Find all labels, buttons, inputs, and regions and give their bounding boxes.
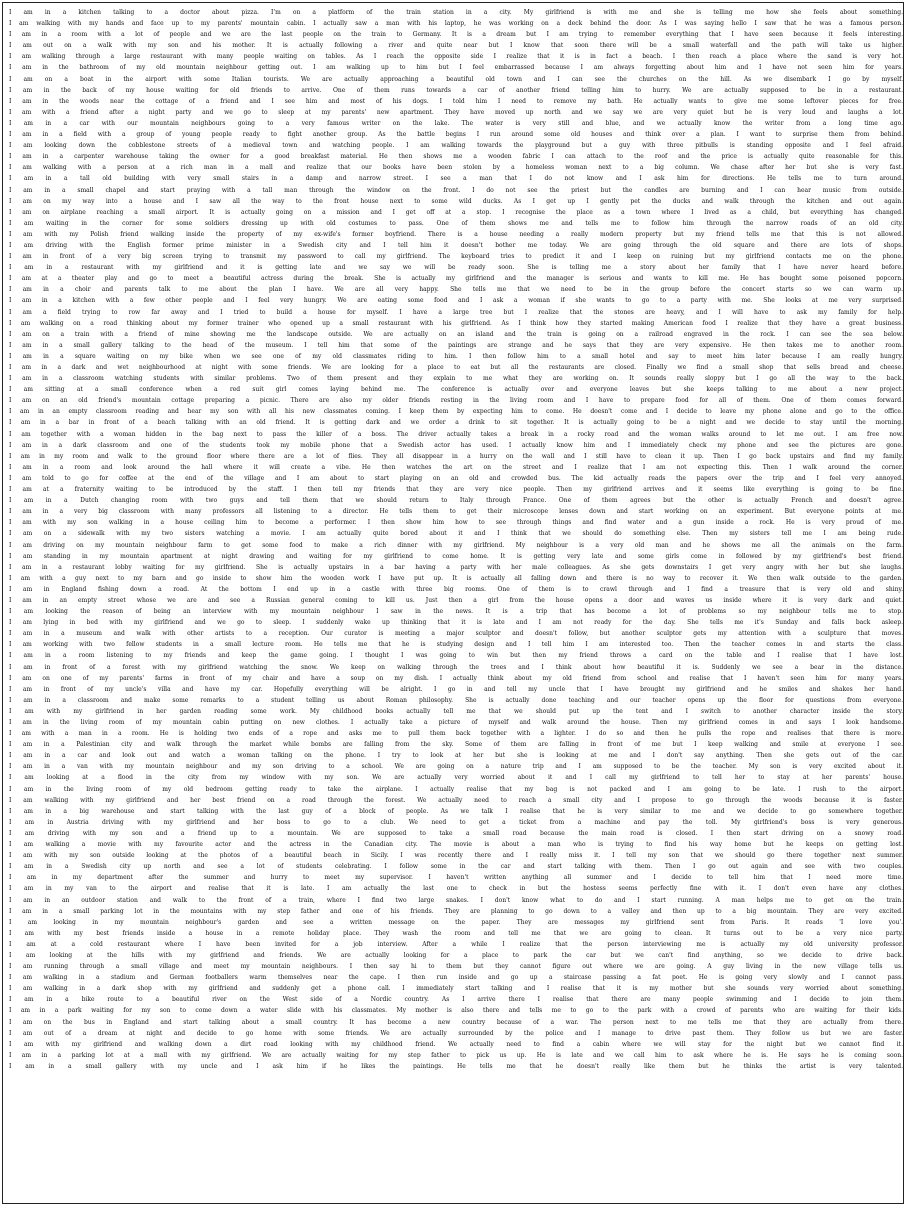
text-line: I am running through a small village and meet my mountain neighbours. I then say hi to them but they cannot figure out where we are going. A guy living in the new village tells us.	[9, 963, 903, 971]
text-line: I am working with two fellow students in a small lecture room. He tells me that he is studying design and I tell him I am interested too. Then the teacher comes in and starts the class.	[9, 641, 903, 649]
text-line: I am on a sidewalk with my two sisters watching a movie. I am actually quite bored about it and I think that we should do something else. Then my sisters tell me I am being rude.	[9, 530, 903, 538]
text-line: I am a field trying to row far away and I tried to build a house for myself. I have a large tree but I realize that the stones are heavy, and I will have to ask my family for help.	[9, 308, 903, 316]
text-line: I am in a van with my mountain neighbour and my son driving to a school. We are going on a nature trip and I am supposed to be the teacher. My son is very excited about it.	[9, 763, 903, 771]
text-line: I am with a friend after a night party and we go to sleep at my parents' new apartment. They have moved up north and we say we are very quiet but he is very loud and laughs a lot.	[9, 108, 903, 116]
text-line: I am in a restaurant lobby waiting for my girlfriend. She is actually upstairs in a bar having a party with her male colleagues. As she gets downstairs I get very angry with her but she laughs.	[9, 563, 903, 571]
text-line: I am in an outdoor station and walk to the front of a train, where I find two large snakes. I don't know what to do and I start running. A man helps me to get on the train.	[9, 896, 903, 904]
text-line: I am walking with a person at a rich man in a mall and realize that our books have been stolen by a homeless woman next to a big column. We chase after her but she is very fast.	[9, 164, 903, 172]
text-line: I am lying in bed with my girlfriend and we go to sleep. I suddenly wake up thinking that it is late and I am not ready for the day. She tells me it's Sunday and falls back asleep.	[9, 619, 903, 627]
text-line: I am on my way into a house and I saw all the way to the front house next to some wild ducks. As I get up I gently pet the ducks and walk through the kitchen and out again.	[9, 197, 903, 205]
text-line: I am looking at the hills with my girlfriend and friends. We are actually looking for a place to park the car but we can't find anything, so we decide to drive back.	[9, 951, 903, 959]
text-line: I am in the back of my house waiting for old friends to arrive. One of them runs towards a car of another friend telling him to hurry. We are actually supposed to be in a restaurant.	[9, 86, 903, 94]
text-line: I am waiting in the corner for some soldiers dressing up with old costumes to pass. One of them shows me and tells me to follow him through the narrow roads of an old city.	[9, 219, 903, 227]
text-line: I am with my son walking in a house ceiling him to become a performer. I then show him how to see through things and find water and a gun inside a rock. He is very proud of me.	[9, 519, 903, 527]
text-line: I am in a room and look around the hall where it will create a vibe. He then watches the art on the street and I realize that I am not expecting this. Then I walk around the corner.	[9, 463, 903, 471]
text-line: I am on a train with a friend of mine showing me the landscape outside. We are actually on an island and the train is going on a railroad engraved in the rock. I can see the sea below.	[9, 330, 903, 338]
text-line: I am in a dark classroom and one of the students took my mobile phone that a Swedish actor has used. I actually know him and I immediately check my phone and see the pictures are gone.	[9, 441, 903, 449]
text-line: I am in a dark and wet neighbourhood at night with some friends. We are looking for a place to eat but all the restaurants are closed. Finally we find a small shop that sells bread and cheese.	[9, 364, 903, 371]
text-line: I am in a very big classroom with many professors all listening to a director. He tells them to get their microscope lenses down and start working on an experiment. But everyone points at me.	[9, 508, 903, 516]
text-line: I am sitting at a small conference when a red suit girl comes laying behind me. The conference is actually over and everyone leaves but she keeps talking to me about a new project.	[9, 386, 903, 394]
text-line: I am in a carpenter warehouse taking the owner for a good breakfast material. He then shows me a wooden fabric I can attach to the roof and the price is actually quite reasonable for this.	[9, 153, 903, 161]
text-line: I am walking with my hands and face up to my parents' mountain cabin. I actually saw a man with his laptop, he was working on a deck behind the door. As I was saying hello I saw that he was a famous person.	[9, 20, 903, 28]
text-line: I am in my department after the summer and hurry to meet my supervisor. I haven't written anything all summer and I decide to tell him that I need more time.	[9, 874, 903, 882]
text-line: I am looking down the cobblestone streets of a medieval town and watching people. I am walking towards the playground but a guy with three pitbulls is standing opposite and I feel afraid.	[9, 142, 903, 150]
text-line: I am walking on a road thinking about my former trainer who opened up a small restaurant with his girlfriend. As I think how they started making American food I realize that they have a great business.	[9, 319, 903, 327]
text-line: I am with my girlfriend in her garden reading some work. My childhood books actually tell me that we should put up the tent and I switch to another character inside the story.	[9, 707, 903, 715]
text-line: I am with my girlfriend and walking down a dirt road looking with my childhood friend. We actually need to find a cabin where we will stay for the night but we cannot find it.	[9, 1040, 903, 1048]
text-line: I am on a boat in the airport with some Italian tourists. We are actually approaching a beautiful old town and I can see the churches on the hill. As we disembark I go by myself.	[9, 75, 903, 83]
text-line: I am out on a walk with my son and his mother. It is actually following a river and quite near but I know that soon there will be a small waterfall and the path will take us higher.	[9, 42, 903, 50]
text-line: I am at a theater play and go to meet a beautiful actress during the break. She is actually my girlfriend and the manager is serious and wants to kill me. He has bought some poisoned popcorn.	[9, 275, 903, 283]
text-line: I am in the living room of my mountain cabin putting on new clothes. I actually take a picture of myself and walk around the house. Then my girlfriend comes in and says I look handsome.	[9, 719, 903, 726]
text-line: I am with my son outside looking at the photos of a beautiful beach in Sicily. I was recently there and I really miss it. I tell my son that we should go there together next summer.	[9, 852, 903, 860]
text-line: I am looking in my mountain neighbour's garden and see a written message on the paper. They are messages my girlfriend sent from Paris. It reads 'I love you'.	[9, 918, 903, 926]
text-line: I am in a small gallery with my uncle and I ask him if he likes the paintings. He tells me that he doesn't really like them but he thinks the artist is very talented.	[9, 1062, 903, 1070]
text-line: I am standing in my mountain apartment at night drawing and waiting for my girlfriend to come home. It is getting very late and some girls come in followed by my girlfriend's best friend.	[9, 552, 903, 560]
text-line: I am in a parking lot at a mall with my girlfriend. We are actually waiting for my step father to pick us up. He is late and we call him to ask where he is. He says he is coming soon.	[9, 1051, 903, 1059]
text-line: I am in a Swedish city up north and see a lot of students celebrating. I follow some in the car and start talking with them. Then I go out again and see with two couples.	[9, 863, 903, 871]
text-line: I am in a small chapel and start praying with a tall man through the window on the front. I do not see the priest but the candles are burning and I can hear music from outside.	[9, 186, 903, 194]
text-line: I am in England fishing down a road. At the bottom I end up in a castle with three big rooms. One of them is to crawl through and I find a treasure that is very old and shiny.	[9, 585, 903, 593]
text-line: I am at a fraternity waiting to be introduced by the staff. I then tell my friends that they are very nice people. Then my girlfriend arrives and it seems like everything is going to be fine.	[9, 486, 903, 494]
text-line: I am in a Dutch changing room with two guys and tell them that we should return to Italy through France. One of them agrees but the other is actually French and doesn't agree.	[9, 497, 903, 505]
text-line: I am in a room listening to my friends and keep the game going. I thought I was going to win but then my friend throws a card on the table and I realise that I have lost.	[9, 652, 903, 660]
text-line: I am in a car and look out and watch a woman talking on the phone. I try to look at her but she is looking at me and I don't say anything. Then she gets out of the car.	[9, 752, 903, 760]
text-line: I am in my van to the airport and realise that it is late. I am actually the last one to check in but the hostess seems perfectly fine with it. I don't even have any clothes.	[9, 885, 903, 893]
text-line: I am in a choir and parents talk to me about the plan I have. We are all very happy. She tells me that we need to be in the group before the concert starts so we can warm up.	[9, 286, 903, 294]
text-line: I am out of a dream at night and decide to go home with some friends. We are actually surrounded by the police and I manage to drive past them. They follow us but we are faster.	[9, 1029, 903, 1037]
text-line: I am in the woods near the cottage of a friend and I see him and most of his dogs. I told him I need to remove my bath. He actually wants to give me some leftover pieces for free.	[9, 97, 903, 105]
text-line: I am in a square waiting on my bike when we see one of my old classmates riding to him. I then follow him to a small hotel and say to meet him later because I am really hungry.	[9, 352, 903, 360]
text-line: I am on airplane reaching a small airport. It is actually going on a mission and I get off at a stop. I recognise the place as a town where I lived as a child, but everything has changed.	[9, 208, 903, 216]
text-line: I am driving on my mountain neighbour farm to get some food to make a rich dinner with my girlfriend. My neighbour is a very old man and he shows me all the animals on the farm.	[9, 541, 903, 549]
page-frame	[2, 2, 904, 1204]
text-line: I am in a classroom and make some remarks to a student telling us about Roman philosophy. She is actually done teaching and our teacher opens up the floor for questions from everyone.	[9, 696, 903, 704]
text-line: I am in a big warehouse and start talking with the last guy of a block of people. As we talk I realise that he is very similar to me and we decide to go somewhere together.	[9, 807, 903, 815]
text-line: I am in front of a forest with my girlfriend watching the snow. We keep on walking through the trees and I think about how beautiful it is. Suddenly we see a bear in the distance.	[9, 663, 903, 671]
text-line: I am in the bathroom of my old mountain neighbour getting out. I am walking up to him but I feel embarrassed because I am always forgetting about him and I have not seen him for years.	[9, 64, 903, 72]
text-line: I am together with a woman hidden in the bag next to pass the killer of a boss. The driver actually takes a break in a rocky road and the woman walks around to let me out. I am free now.	[9, 430, 903, 438]
text-line: I am at a cold restaurant where I have been invited for a job interview. After a while I realize that the person interviewing me is actually my old university professor.	[9, 940, 903, 948]
document-text-column	[9, 7, 903, 1203]
text-line: I am with a guy next to my barn and go inside to show him the wooden work I have put up. It is actually all falling down and there is no way to recover it. We then walk outside to the garden.	[9, 574, 903, 582]
text-line: I am in the living room of my old bedroom getting ready to take the airplane. I actually realise that my bag is not packed and I am going to be late. I rush to the airport.	[9, 785, 903, 793]
text-line: I am told to go for coffee at the end of the village and I am about to start playing on an old and crowded bus. The kid actually reads the papers over the trip and I feel very annoyed.	[9, 474, 903, 482]
text-line: I am in a museum and walk with other artists to a reception. Our curator is meeting a major sculptor and doesn't follow, but another sculptor gets my attention with a sculpture that moves.	[9, 630, 903, 638]
text-line: I am in a small parking lot in the mountains with my step father and one of his friends. They are planning to go down to a valley and then up to a big mountain. They are very excited.	[9, 907, 903, 915]
text-line: I am in Austria driving with my girlfriend and her boss to go to a club. We need to get a ticket from a machine and pay the toll. My girlfriend's boss is very generous.	[9, 818, 903, 826]
text-line: I am walking in a stadium and German footballers warm themselves near the cape. I then run inside and go up a staircase passing a fat poet. He is going very slowly and I cannot pass.	[9, 974, 903, 982]
text-line: I am in front of a very big screen trying to transmit my password to call my girlfriend. The keyboard tries to predict it and I keep on ruining but my girlfriend contacts me on the phone.	[9, 253, 903, 261]
text-line: I am in a bar in front of a beach talking with an old friend. It is getting dark and we order a drink to sit together. It is actually going to be a night and we decide to stay until the morning.	[9, 419, 903, 427]
text-line: I am in a kitchen talking to a doctor about pizza. I'm on a platform of the train station in a city. My girlfriend is with me and she is telling me how she feels about something.	[9, 9, 903, 16]
text-line: I am driving with the English former prime minister in a Swedish city and I tell him it doesn't bother me today. We are going through the old square and there are lots of shops.	[9, 241, 903, 249]
text-line: I am with a man in a room. He is holding two ends of a rope and asks me to pull them back together with a lighter. I do so and then he pulls the rope and realises that there is more.	[9, 730, 903, 738]
text-line: I am with my Polish friend walking inside the property of my ex-wife's former boyfriend. There is a house needing a really modern property but my friend tells me that this is not allowed.	[9, 230, 903, 238]
text-line: I am driving with my son and a friend up to a mountain. We are supposed to take a small road because the main road is closed. I then start driving on a snowy road.	[9, 829, 903, 837]
text-line: I am in an empty street whose we are and see a Russian general coming to kill us. Just then a girl from the house opens a door and waves us inside where it is very dark and quiet.	[9, 596, 903, 604]
text-line: I am walking a movie with my favourite actor and the actress in the Canadian city. The movie is about a man who is trying to find his way home but he keeps on getting lost.	[9, 841, 903, 849]
text-line: I am on an old friend's mountain cottage preparing a picnic. There are also my older friends resting in the living room and I have to prepare food for all of them. One of them comes forward.	[9, 397, 903, 405]
text-line: I am in my room and walk to the ground floor where there are a lot of flies. They all disappear in a hurry on the wall and I still have to clean it up. Then I go back upstairs and find my family.	[9, 452, 903, 460]
text-line: I am looking at a flood in the city from my window with my son. We are actually very worried about it and I call my girlfriend to tell her to stay at her parents' house.	[9, 774, 903, 782]
text-line: I am in a room with a lot of people and we are the last people on the train to Germany. It is a dream but I am trying to remember everything that I have seen because it feels interesting.	[9, 31, 903, 39]
text-line: I am in a bike route to a beautiful river on the West side of a Nordic country. As I arrive there I realise that there are many people swimming and I decide to join them.	[9, 996, 903, 1004]
text-line: I am in front of my uncle's villa and have my car. Hopefully everything will be alright. I go in and tell my uncle that I have brought my girlfriend and he smiles and shakes her hand.	[9, 685, 903, 693]
text-line: I am in a park waiting for my son to come down a water slide with his classmates. My mother is also there and tells me to go to the park with a crowd of parents who are waiting for their kids.	[9, 1007, 903, 1015]
text-line: I am in a small gallery talking to the head of the museum. I tell him that some of the paintings are strange and he says that they are very expensive. He then takes me to another room.	[9, 341, 903, 349]
text-line: I am in an empty classroom reading and hear my son with all his new classmates coming. I keep them by expecting him to come. He doesn't come and I decide to leave my phone alone and go to the office.	[9, 408, 903, 416]
text-line: I am in a car with our mountain neighbours going to a very famous writer on the lake. The water is very still and blue, and we actually know the writer from a long time ago.	[9, 119, 903, 127]
text-line: I am on one of my parents' farms in front of my chair and have a soup on my dish. I actually think about my old friend from school and realise that I haven't seen him for many years.	[9, 674, 903, 682]
text-line: I am walking with my girlfriend and her best friend on a road through the forest. We actually need to reach a small city and I propose to go through the woods because it is faster.	[9, 796, 903, 804]
text-line: I am in a field with a group of young people ready to fight another group. As the battle begins I run around some old houses and think over a plan. I want to surprise them from behind.	[9, 131, 903, 139]
text-line: I am with my best friends inside a house in a remote holiday place. They wash the room and tell me that we are going to clean. It turns out to be a very nice party.	[9, 929, 903, 937]
text-line: I am in a classroom watching students with similar problems. Two of them present and they explain to me what they are working on. It sounds really sloppy but I go all the way to the back.	[9, 375, 903, 383]
text-line: I am in a tall old building with very small stairs in a damp and narrow street. I see a man that I do not know and I ask him for directions. He tells me to turn around.	[9, 175, 903, 183]
text-line: I am looking the reason of being an interview with my mountain neighbour I saw in the news. It is a trip that has become a lot of problems so my neighbour tells me to stop.	[9, 608, 903, 616]
text-line: I am on the bus in England and start talking about a small country. It has become a new country because of a war. The person next to me tells me that they are actually from there.	[9, 1018, 903, 1026]
text-line: I am in a Palestinian city and walk through the market while bombs are falling from the sky. Some of them are falling in front of me but I keep walking and smile at everyone I see.	[9, 741, 903, 749]
text-line: I am walking through a large restaurant with many people waiting on tables. As I reach the opposite side I realize that it is in fact a beach. I then reach a place where the sand is very hot.	[9, 53, 903, 61]
text-line: I am in a kitchen with a few other people and I feel very hungry. We are eating some food and I ask a woman if she wants to go to a party with me. She looks at me very surprised.	[9, 297, 903, 305]
text-line: I am walking in a dark shop with my girlfriend and suddenly get a phone call. I immediately start talking and I realise that it is my mother but she sounds very worried about something.	[9, 985, 903, 993]
text-line: I am in a restaurant with my girlfriend and it is getting late and we say we will be ready soon. She is telling me a story about her family that I have never heard before.	[9, 264, 903, 272]
